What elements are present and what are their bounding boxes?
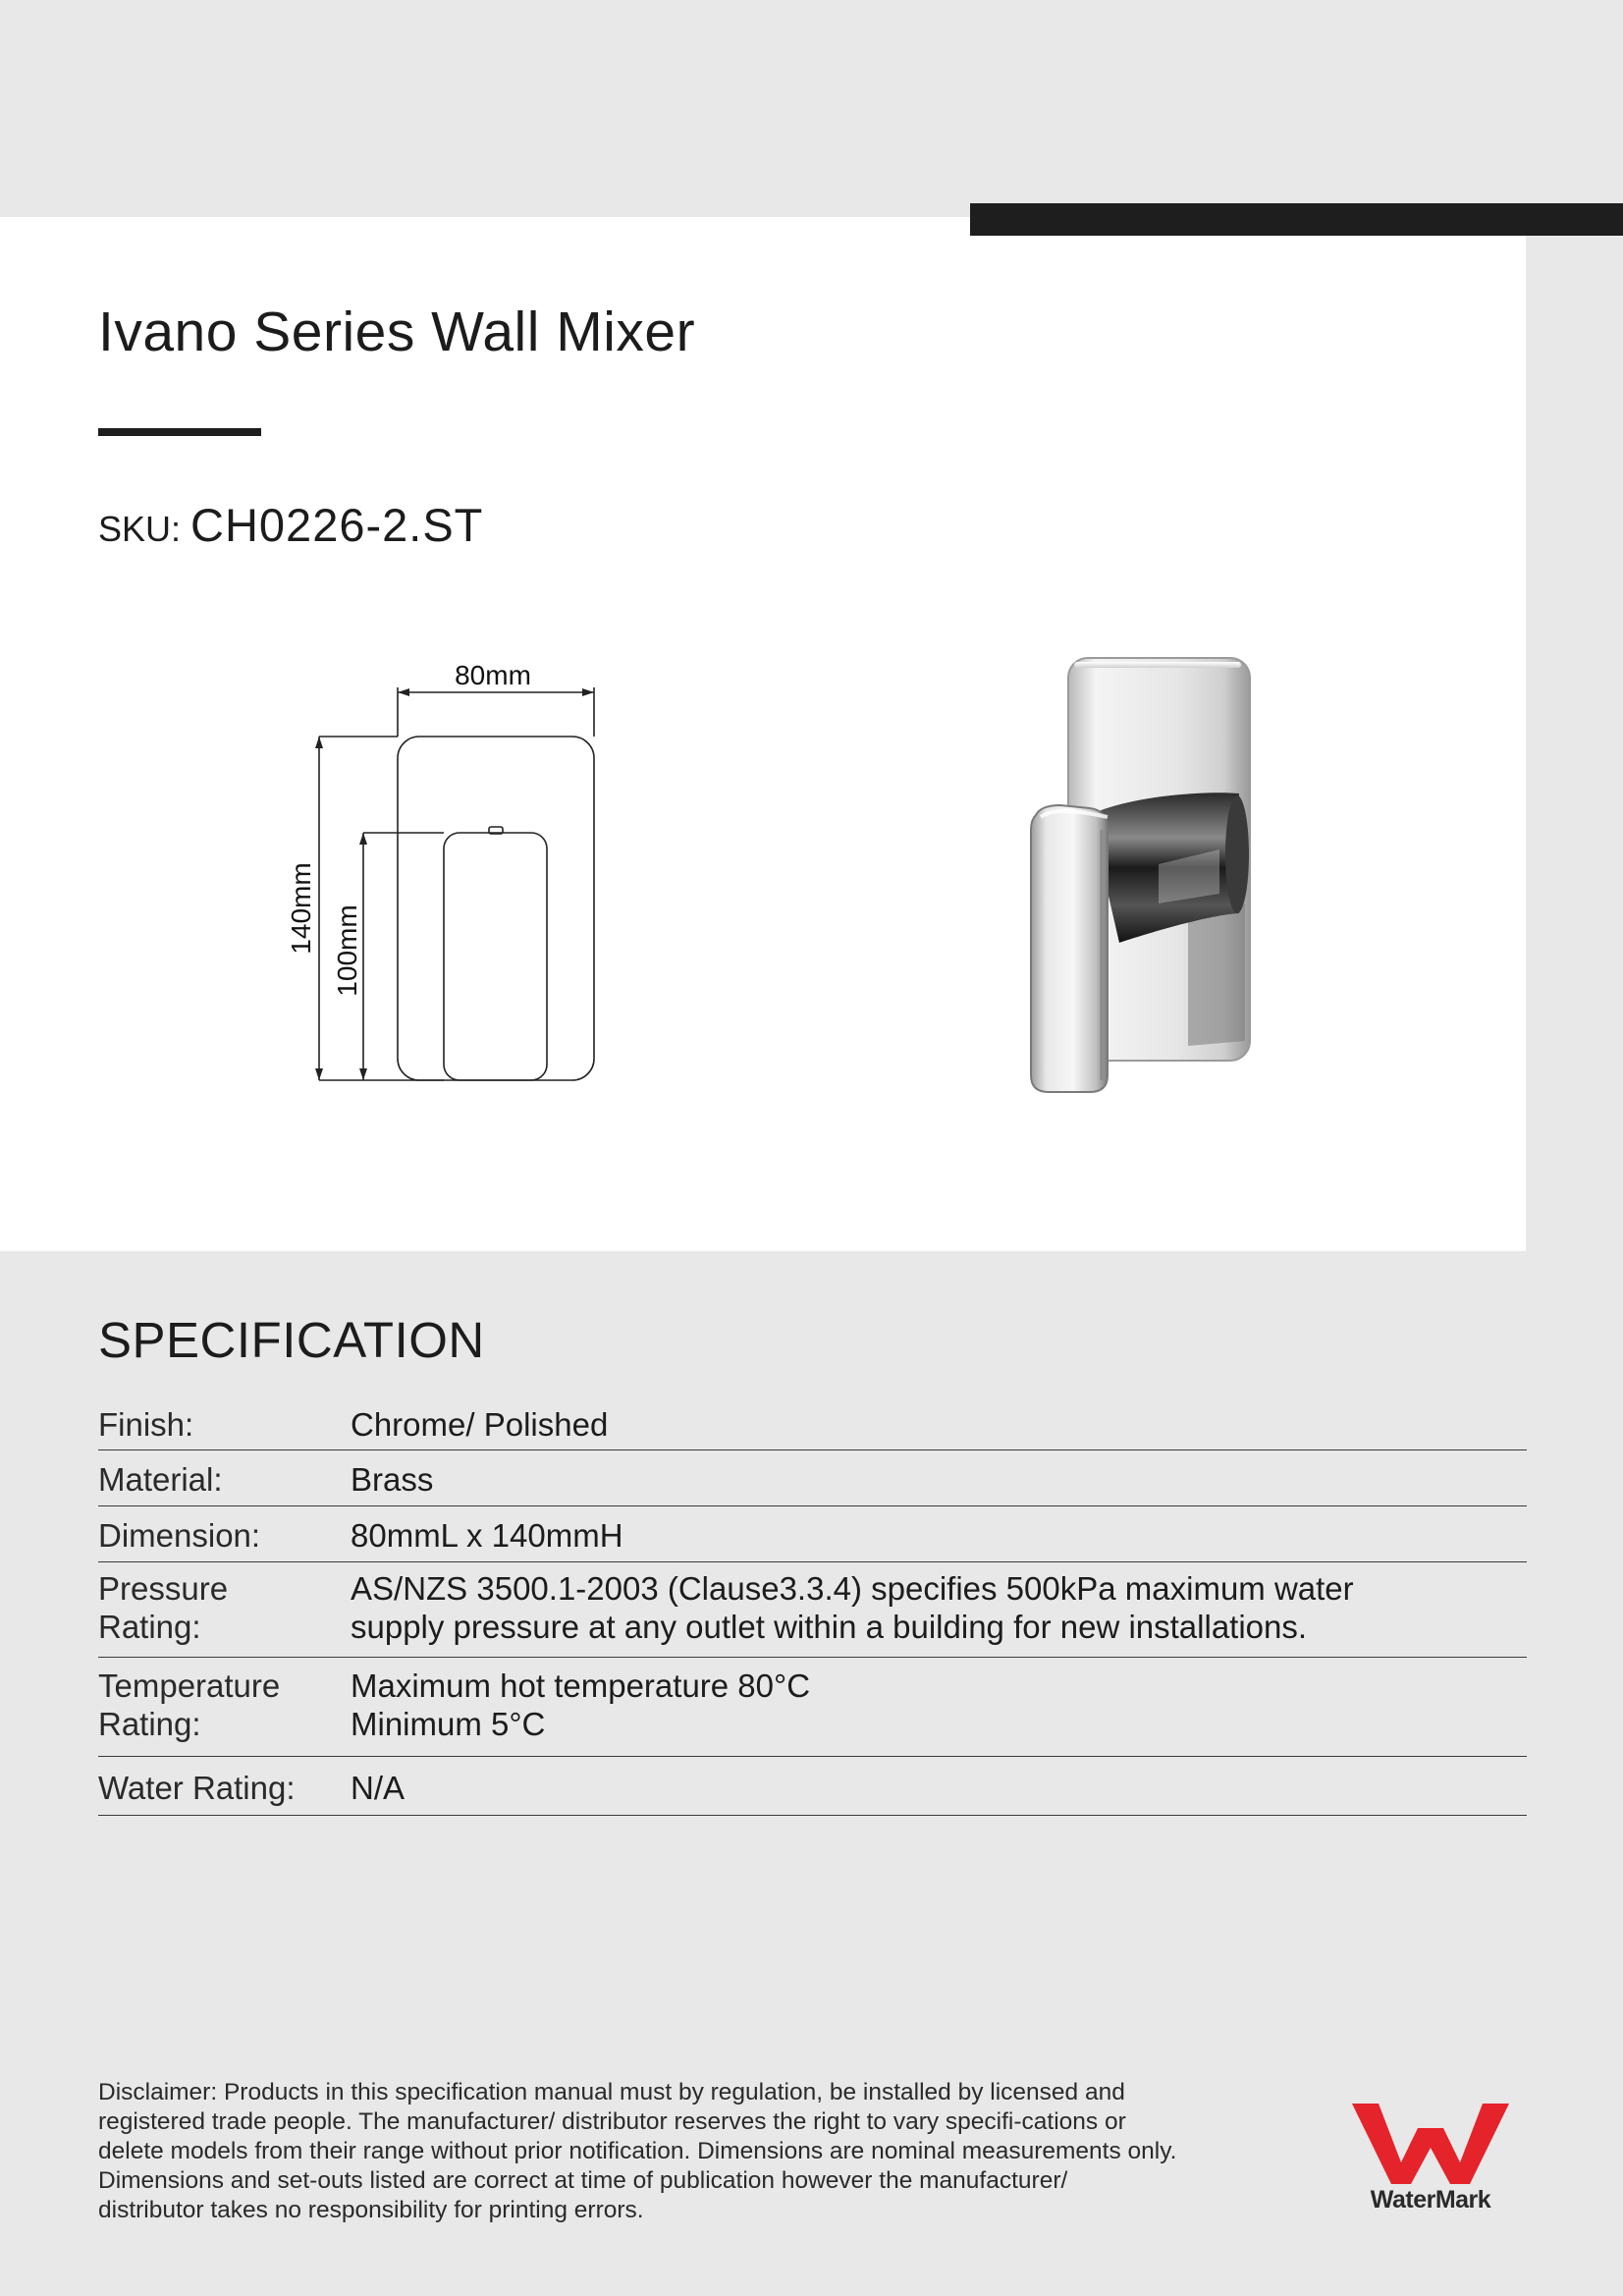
spec-row-pressure bbox=[98, 1562, 1527, 1658]
spec-row-water-rating bbox=[98, 1757, 1527, 1816]
sku-value: CH0226-2.ST bbox=[190, 499, 484, 551]
spec-key: Finish: bbox=[98, 1406, 194, 1443]
spec-value: N/A bbox=[351, 1770, 406, 1806]
spec-row-dimension bbox=[98, 1506, 1527, 1562]
spec-key: Temperature Rating: bbox=[98, 1667, 281, 1742]
spec-row-temperature bbox=[98, 1658, 1527, 1757]
title-underline bbox=[98, 428, 261, 436]
product-image bbox=[992, 648, 1286, 1120]
top-accent-bar bbox=[970, 203, 1623, 236]
product-title: Ivano Series Wall Mixer bbox=[98, 301, 696, 363]
sku-line bbox=[98, 498, 483, 552]
outer-height-label: 140mm bbox=[286, 862, 316, 955]
spec-value: 80mmL x 140mmH bbox=[351, 1517, 623, 1554]
spec-key: Pressure Rating: bbox=[98, 1570, 229, 1645]
backplate-outline bbox=[398, 737, 594, 1080]
spec-value: Chrome/ Polished bbox=[351, 1406, 609, 1443]
spec-value: Maximum hot temperature 80°C Minimum 5°C bbox=[351, 1667, 811, 1742]
specification-heading: SPECIFICATION bbox=[98, 1312, 485, 1368]
disclaimer-text: Disclaimer: Products in this specification manual must by regulation, be installed by licensed and registered trade people. The manufacturer/ distributor reserves the right to vary specifi-cations or delete models from their range without prior notification. Dimensions are nominal measurements only. Dimensions and set-outs listed are correct at time of publication however the manufacturer/ distributor takes no responsibility for printing errors. bbox=[98, 2079, 1177, 2223]
handle-outline bbox=[444, 833, 547, 1080]
spec-row-finish bbox=[98, 1399, 1527, 1450]
dimension-drawing bbox=[275, 648, 619, 1090]
specification-table bbox=[98, 1399, 1527, 1816]
watermark-logo-text: WaterMark bbox=[1370, 2186, 1491, 2214]
header-panel bbox=[0, 217, 1526, 1251]
inner-height-label: 100mm bbox=[332, 904, 362, 997]
spec-value: Brass bbox=[351, 1461, 434, 1498]
spec-key: Dimension: bbox=[98, 1517, 261, 1554]
spec-row-material bbox=[98, 1450, 1527, 1506]
width-dimension-label: 80mm bbox=[455, 660, 531, 690]
spec-key: Water Rating: bbox=[98, 1770, 296, 1806]
spec-key: Material: bbox=[98, 1461, 223, 1498]
spec-value: AS/NZS 3500.1-2003 (Clause3.3.4) specifies 500kPa maximum water supply pressure at any outlet within a building for new installations. bbox=[351, 1570, 1354, 1645]
sku-label: SKU: bbox=[98, 509, 182, 549]
